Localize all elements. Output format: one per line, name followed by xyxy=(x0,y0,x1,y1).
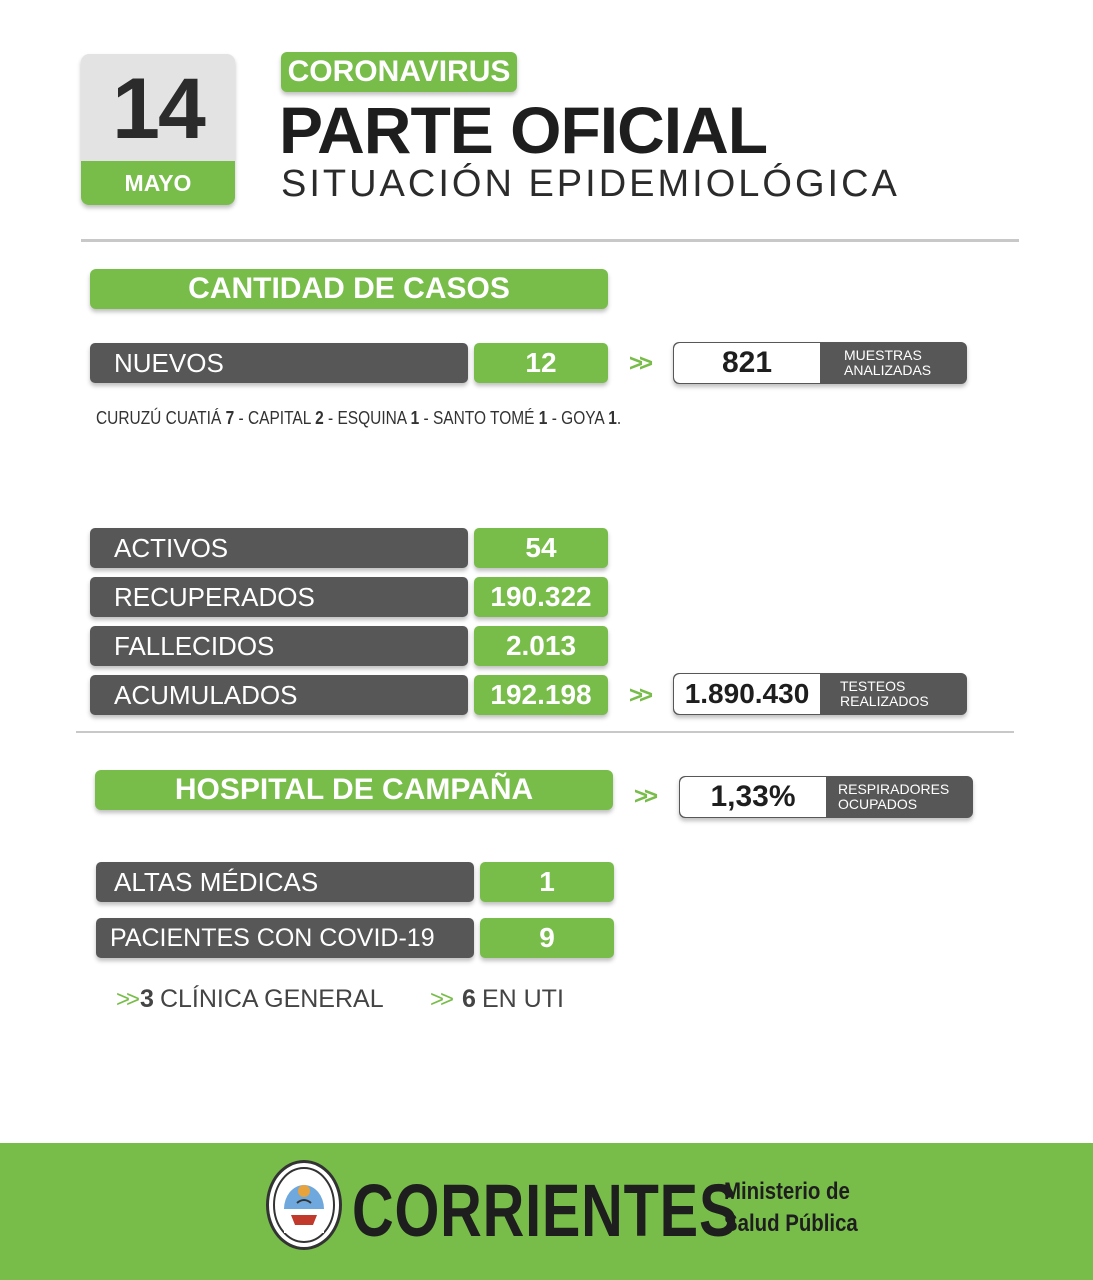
samples-label xyxy=(820,343,931,383)
chevron-right-icon: >> xyxy=(629,350,650,377)
uti-label: EN UTI xyxy=(481,985,564,1013)
chevron-right-icon: >> xyxy=(629,682,650,709)
date-badge xyxy=(81,54,235,205)
respirators-value: 1,33% xyxy=(680,777,826,817)
recovered-value: 190.322 xyxy=(474,577,608,617)
tests-label-line2: REALIZADOS xyxy=(840,693,929,709)
general-clinic-label: CLÍNICA GENERAL xyxy=(159,985,384,1013)
page-title: PARTE OFICIAL xyxy=(279,93,768,167)
tests-label xyxy=(820,674,929,714)
samples-label-line2: ANALIZADAS xyxy=(844,362,932,378)
cases-section-title: CANTIDAD DE CASOS xyxy=(90,269,608,309)
breakdown-count: 1 xyxy=(410,408,420,428)
divider xyxy=(81,239,1019,242)
covid-patients-label: PACIENTES CON COVID-19 xyxy=(96,918,474,958)
respirators-box xyxy=(679,776,973,818)
chevron-right-icon: >> xyxy=(430,985,451,1013)
active-value: 54 xyxy=(474,528,608,568)
respirators-label-line2: OCUPADOS xyxy=(838,796,918,812)
deceased-label: FALLECIDOS xyxy=(90,626,468,666)
samples-box xyxy=(673,342,967,384)
breakdown-place: GOYA xyxy=(561,408,604,428)
active-label: ACTIVOS xyxy=(90,528,468,568)
breakdown-place: CURUZÚ CUATIÁ xyxy=(96,408,222,428)
chevron-right-icon: >> xyxy=(634,783,655,810)
new-cases-breakdown: CURUZÚ CUATIÁ 7 - CAPITAL 2 - ESQUINA 1 - SANTO TOMÉ 1 - GOYA 1. xyxy=(96,408,622,428)
breakdown-place: CAPITAL xyxy=(247,408,311,428)
general-clinic-count: 3 xyxy=(140,985,154,1013)
breakdown-count: 1 xyxy=(538,408,548,428)
hospital-section-title: HOSPITAL DE CAMPAÑA xyxy=(95,770,613,810)
samples-label-line1: MUESTRAS xyxy=(844,347,922,363)
breakdown-count: 2 xyxy=(315,408,324,428)
new-cases-label: NUEVOS xyxy=(90,343,468,383)
accumulated-value: 192.198 xyxy=(474,675,608,715)
recovered-label: RECUPERADOS xyxy=(90,577,468,617)
page-subtitle: SITUACIÓN EPIDEMIOLÓGICA xyxy=(281,163,900,205)
tests-box xyxy=(673,673,967,715)
accumulated-label: ACUMULADOS xyxy=(90,675,468,715)
respirators-label-line1: RESPIRADORES xyxy=(838,781,950,797)
general-clinic-line xyxy=(116,985,384,1014)
breakdown-place: ESQUINA xyxy=(337,408,407,428)
ministry-line2: Salud Pública xyxy=(724,1210,858,1237)
brand-name: CORRIENTES xyxy=(352,1169,739,1252)
new-cases-value: 12 xyxy=(474,343,608,383)
breakdown-place: SANTO TOMÉ xyxy=(432,408,535,428)
breakdown-count: 1 xyxy=(608,408,617,428)
date-month: MAYO xyxy=(81,161,235,205)
deceased-value: 2.013 xyxy=(474,626,608,666)
uti-count: 6 xyxy=(462,985,476,1013)
breakdown-count: 7 xyxy=(225,408,235,428)
uti-line xyxy=(430,985,564,1014)
ministry-line1: Ministerio de xyxy=(724,1178,850,1205)
tests-label-line1: TESTEOS xyxy=(840,678,906,694)
date-day: 14 xyxy=(112,61,204,157)
divider xyxy=(76,731,1014,733)
provincial-seal-icon xyxy=(266,1160,342,1250)
coronavirus-tag: CORONAVIRUS xyxy=(281,52,517,92)
medical-discharges-label: ALTAS MÉDICAS xyxy=(96,862,474,902)
covid-patients-value: 9 xyxy=(480,918,614,958)
chevron-right-icon: >> xyxy=(116,985,137,1013)
tests-value: 1.890.430 xyxy=(674,674,820,714)
respirators-label xyxy=(826,777,949,817)
medical-discharges-value: 1 xyxy=(480,862,614,902)
samples-value: 821 xyxy=(674,343,820,383)
ministry-name xyxy=(724,1176,858,1240)
